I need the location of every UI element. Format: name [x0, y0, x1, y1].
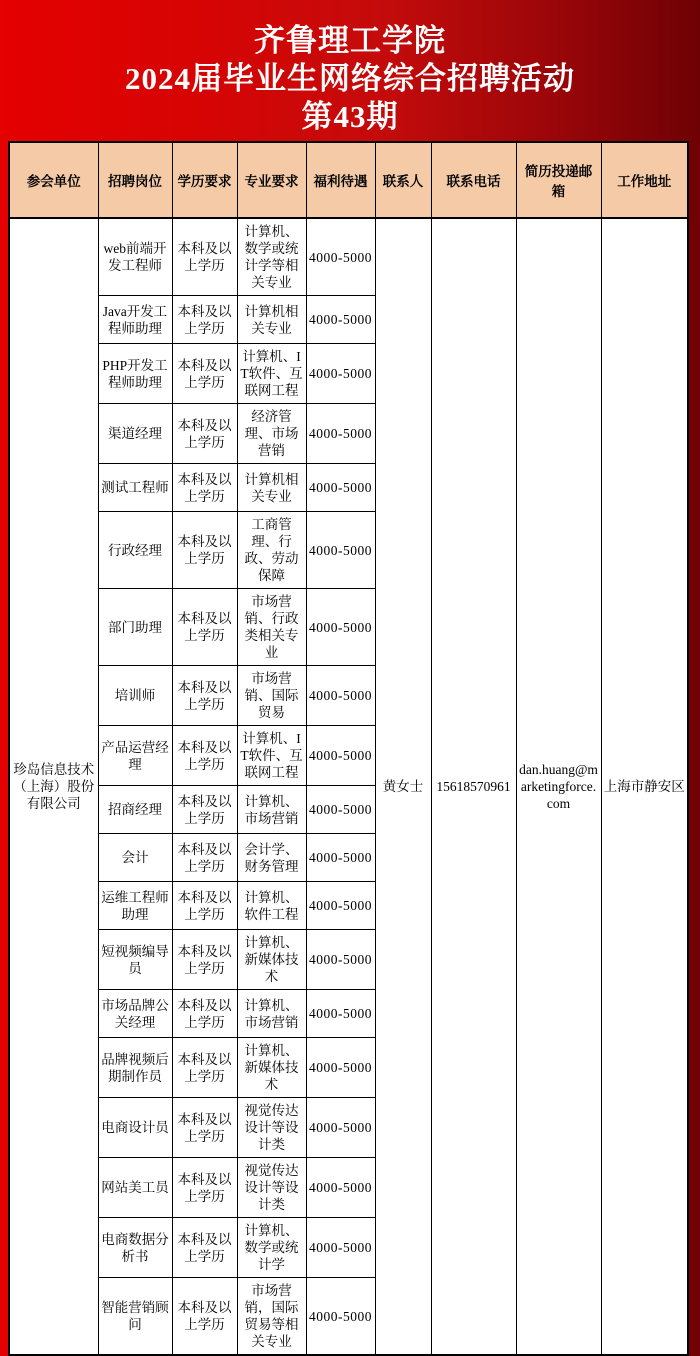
header-row: [9, 142, 688, 218]
education-cell: 本科及以上学历: [172, 589, 237, 666]
salary-cell: 4000-5000: [306, 512, 375, 589]
position-cell: 测试工程师: [98, 464, 172, 512]
table-row: [9, 218, 688, 296]
education-cell: 本科及以上学历: [172, 990, 237, 1038]
header-work-address: 工作地址: [601, 142, 688, 218]
header-salary: 福利待遇: [306, 142, 375, 218]
header-education: 学历要求: [172, 142, 237, 218]
major-cell: 经济管理、市场营销: [237, 404, 306, 464]
salary-cell: 4000-5000: [306, 344, 375, 404]
salary-cell: 4000-5000: [306, 1098, 375, 1158]
position-cell: Java开发工程师助理: [98, 296, 172, 344]
position-cell: 运维工程师助理: [98, 882, 172, 930]
salary-cell: 4000-5000: [306, 786, 375, 834]
position-cell: 会计: [98, 834, 172, 882]
salary-cell: 4000-5000: [306, 1038, 375, 1098]
education-cell: 本科及以上学历: [172, 930, 237, 990]
position-cell: 网站美工员: [98, 1158, 172, 1218]
salary-cell: 4000-5000: [306, 666, 375, 726]
major-cell: 计算机、新媒体技术: [237, 1038, 306, 1098]
education-cell: 本科及以上学历: [172, 464, 237, 512]
education-cell: 本科及以上学历: [172, 512, 237, 589]
position-cell: 品牌视频后期制作员: [98, 1038, 172, 1098]
education-cell: 本科及以上学历: [172, 1218, 237, 1278]
position-cell: 部门助理: [98, 589, 172, 666]
position-cell: 招商经理: [98, 786, 172, 834]
major-cell: 计算机、IT软件、互联网工程: [237, 726, 306, 786]
education-cell: 本科及以上学历: [172, 1158, 237, 1218]
education-cell: 本科及以上学历: [172, 882, 237, 930]
recruitment-table: [8, 141, 689, 1356]
education-cell: 本科及以上学历: [172, 344, 237, 404]
page-title-line-1: 齐鲁理工学院: [254, 23, 446, 58]
salary-cell: 4000-5000: [306, 834, 375, 882]
header-company: 参会单位: [9, 142, 98, 218]
education-cell: 本科及以上学历: [172, 404, 237, 464]
major-cell: 计算机、数学或统计学等相关专业: [237, 218, 306, 296]
education-cell: 本科及以上学历: [172, 1038, 237, 1098]
position-cell: 电商数据分析书: [98, 1218, 172, 1278]
major-cell: 计算机相关专业: [237, 464, 306, 512]
education-cell: 本科及以上学历: [172, 726, 237, 786]
page-title-line-2: 2024届毕业生网络综合招聘活动: [125, 61, 575, 96]
position-cell: 电商设计员: [98, 1098, 172, 1158]
position-cell: 培训师: [98, 666, 172, 726]
major-cell: 计算机、新媒体技术: [237, 930, 306, 990]
salary-cell: 4000-5000: [306, 218, 375, 296]
resume-email-cell: dan.huang@marketingforce.com: [516, 218, 601, 1355]
position-cell: 行政经理: [98, 512, 172, 589]
salary-cell: 4000-5000: [306, 1218, 375, 1278]
education-cell: 本科及以上学历: [172, 786, 237, 834]
major-cell: 工商管理、行政、劳动保障: [237, 512, 306, 589]
page-title: [0, 0, 700, 136]
salary-cell: 4000-5000: [306, 882, 375, 930]
salary-cell: 4000-5000: [306, 1278, 375, 1356]
education-cell: 本科及以上学历: [172, 666, 237, 726]
education-cell: 本科及以上学历: [172, 1278, 237, 1356]
major-cell: 计算机、IT软件、互联网工程: [237, 344, 306, 404]
position-cell: 渠道经理: [98, 404, 172, 464]
contact-phone-cell: 15618570961: [431, 218, 516, 1355]
page-title-line-3: 第43期: [301, 99, 399, 134]
major-cell: 视觉传达设计等设计类: [237, 1098, 306, 1158]
major-cell: 计算机、数学或统计学: [237, 1218, 306, 1278]
position-cell: PHP开发工程师助理: [98, 344, 172, 404]
major-cell: 计算机、市场营销: [237, 990, 306, 1038]
position-cell: 产品运营经理: [98, 726, 172, 786]
position-cell: 智能营销顾问: [98, 1278, 172, 1356]
contact-person-cell: 黄女士: [375, 218, 431, 1355]
major-cell: 市场营销、国际贸易: [237, 666, 306, 726]
major-cell: 计算机、软件工程: [237, 882, 306, 930]
header-contact-person: 联系人: [375, 142, 431, 218]
salary-cell: 4000-5000: [306, 296, 375, 344]
salary-cell: 4000-5000: [306, 930, 375, 990]
position-cell: 短视频编导员: [98, 930, 172, 990]
header-position: 招聘岗位: [98, 142, 172, 218]
major-cell: 计算机、市场营销: [237, 786, 306, 834]
header-major: 专业要求: [237, 142, 306, 218]
salary-cell: 4000-5000: [306, 404, 375, 464]
salary-cell: 4000-5000: [306, 990, 375, 1038]
major-cell: 市场营销、行政类相关专业: [237, 589, 306, 666]
salary-cell: 4000-5000: [306, 589, 375, 666]
major-cell: 视觉传达设计等设计类: [237, 1158, 306, 1218]
salary-cell: 4000-5000: [306, 1158, 375, 1218]
education-cell: 本科及以上学历: [172, 218, 237, 296]
major-cell: 会计学、财务管理: [237, 834, 306, 882]
major-cell: 计算机相关专业: [237, 296, 306, 344]
header-resume-email: 简历投递邮箱: [516, 142, 601, 218]
education-cell: 本科及以上学历: [172, 1098, 237, 1158]
position-cell: web前端开发工程师: [98, 218, 172, 296]
position-cell: 市场品牌公关经理: [98, 990, 172, 1038]
work-address-cell: 上海市静安区: [601, 218, 688, 1355]
major-cell: 市场营销，国际贸易等相关专业: [237, 1278, 306, 1356]
salary-cell: 4000-5000: [306, 726, 375, 786]
company-cell: 珍岛信息技术（上海）股份有限公司: [9, 218, 98, 1355]
education-cell: 本科及以上学历: [172, 834, 237, 882]
salary-cell: 4000-5000: [306, 464, 375, 512]
education-cell: 本科及以上学历: [172, 296, 237, 344]
header-contact-phone: 联系电话: [431, 142, 516, 218]
